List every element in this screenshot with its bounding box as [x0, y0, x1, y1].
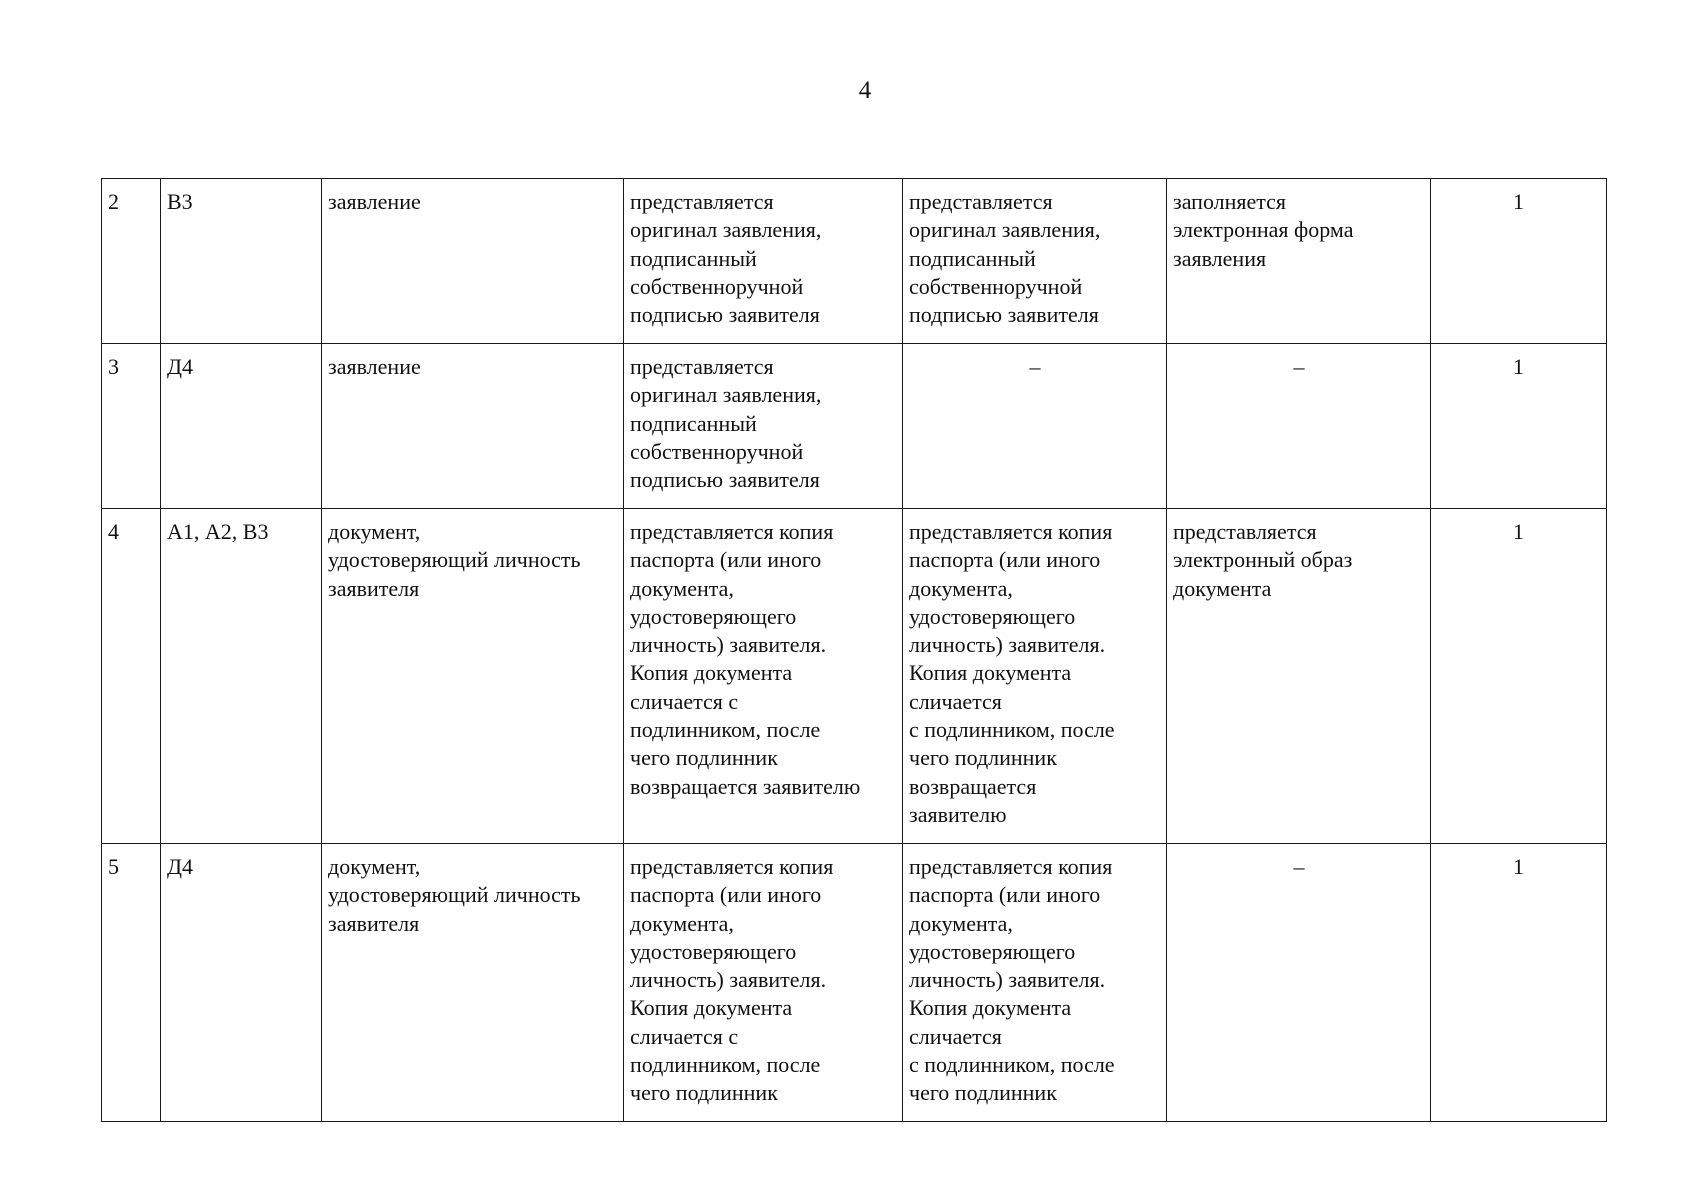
document-name: документ, удостоверяющий личность заявителя [322, 509, 624, 844]
row-number: 4 [102, 509, 161, 844]
table-row [102, 509, 1607, 844]
document-name: документ, удостоверяющий личность заявителя [322, 844, 624, 1122]
mfc-submission-form: представляется копия паспорта (или иного документа, удостоверяющего личность) заявителя. Копия документа сличается с подлинником, после чего подлинник [903, 844, 1167, 1122]
category-codes: А1, А2, В3 [161, 509, 322, 844]
category-codes: Д4 [161, 844, 322, 1122]
document-name: заявление [322, 344, 624, 509]
table-row [102, 844, 1607, 1122]
table-row [102, 179, 1607, 344]
document-quantity: 1 [1431, 509, 1607, 844]
paper-submission-form: представляется оригинал заявления, подписанный собственноручной подписью заявителя [624, 179, 903, 344]
paper-submission-form: представляется оригинал заявления, подписанный собственноручной подписью заявителя [624, 344, 903, 509]
category-codes: Д4 [161, 344, 322, 509]
paper-submission-form: представляется копия паспорта (или иного документа, удостоверяющего личность) заявителя. Копия документа сличается с подлинником, после чего подлинник [624, 844, 903, 1122]
row-number: 3 [102, 344, 161, 509]
mfc-submission-form: представляется оригинал заявления, подписанный собственноручной подписью заявителя [903, 179, 1167, 344]
document-quantity: 1 [1431, 179, 1607, 344]
document-name: заявление [322, 179, 624, 344]
electronic-submission-form: – [1167, 344, 1431, 509]
row-number: 2 [102, 179, 161, 344]
category-codes: В3 [161, 179, 322, 344]
row-number: 5 [102, 844, 161, 1122]
mfc-submission-form: – [903, 344, 1167, 509]
table-row [102, 344, 1607, 509]
electronic-submission-form: заполняется электронная форма заявления [1167, 179, 1431, 344]
paper-submission-form: представляется копия паспорта (или иного документа, удостоверяющего личность) заявителя. Копия документа сличается с подлинником, после чего подлинник возвращается заявителю [624, 509, 903, 844]
page-number: 4 [858, 77, 872, 104]
mfc-submission-form: представляется копия паспорта (или иного документа, удостоверяющего личность) заявителя. Копия документа сличается с подлинником, после чего подлинник возвращается заявителю [903, 509, 1167, 844]
document-quantity: 1 [1431, 844, 1607, 1122]
documents-table [101, 178, 1607, 1122]
document-quantity: 1 [1431, 344, 1607, 509]
electronic-submission-form: представляется электронный образ документа [1167, 509, 1431, 844]
electronic-submission-form: – [1167, 844, 1431, 1122]
